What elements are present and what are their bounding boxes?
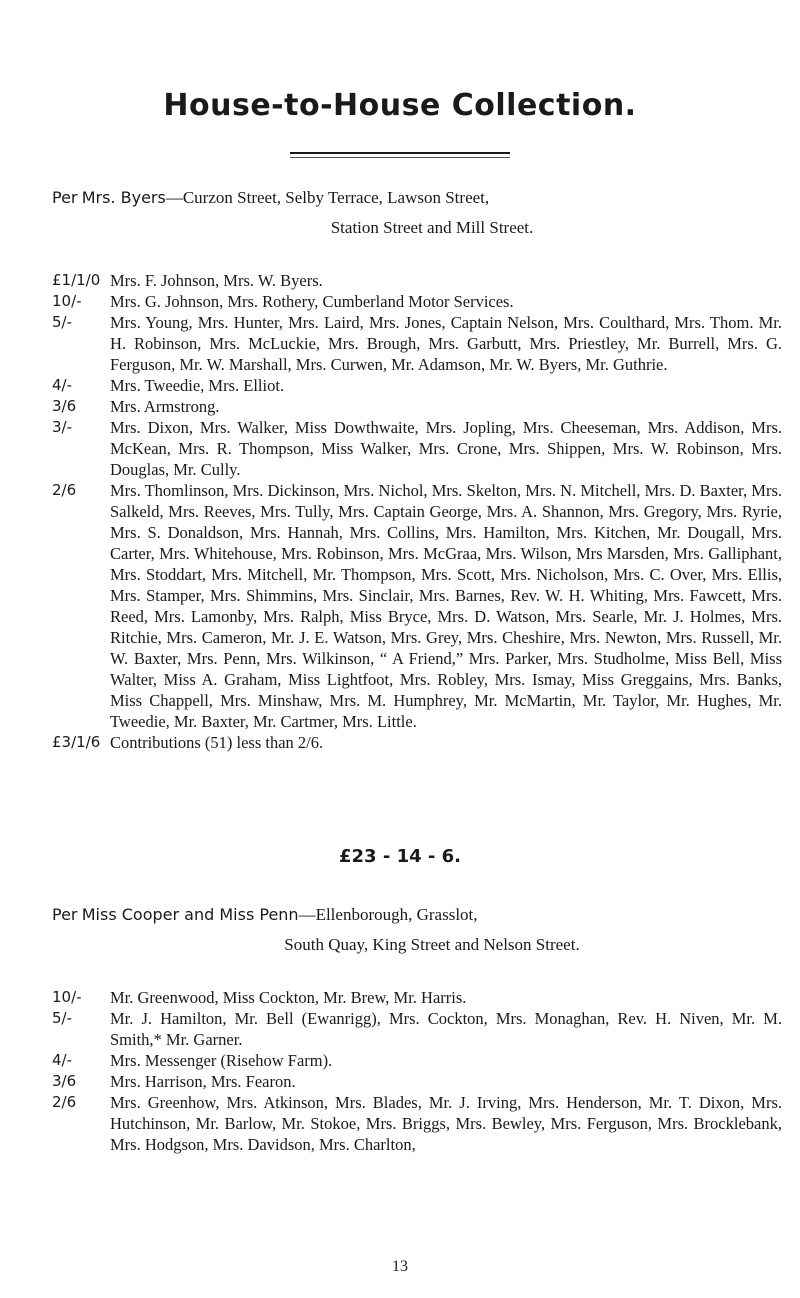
- entry-names: Mrs. Dixon, Mrs. Walker, Miss Dowthwaite, Mrs. Jopling, Mrs. Cheeseman, Mrs. Addison, Mrs. McKean, Mrs. R. Thompson, Miss Walker, Mrs. Crone, Mrs. Shippen, Mrs. W. Robinson, Mrs. Douglas, Mr. Cully.: [110, 418, 782, 479]
- section-1-heading: [52, 183, 772, 243]
- entry-amount: 3/6: [52, 1072, 77, 1090]
- entry-row: [52, 312, 782, 375]
- section-1-total: £23 - 14 - 6.: [339, 846, 461, 867]
- page-title: House-to-House Collection.: [163, 88, 637, 123]
- entry-names: Mrs. Armstrong.: [110, 397, 220, 416]
- entry-row: [52, 396, 782, 417]
- entry-names: Mr. Greenwood, Miss Cockton, Mr. Brew, Mr. Harris.: [110, 988, 467, 1007]
- entry-row: [52, 1071, 782, 1092]
- entry-names: Mrs. Messenger (Risehow Farm).: [110, 1051, 333, 1070]
- entry-row: [52, 291, 782, 312]
- entry-amount: 5/-: [52, 1009, 73, 1027]
- entry-amount: 10/-: [52, 292, 82, 310]
- entry-row: [52, 417, 782, 480]
- collection-areas: —Ellenborough, Grasslot,: [298, 905, 478, 924]
- entry-names: Mrs. Young, Mrs. Hunter, Mrs. Laird, Mrs. Jones, Captain Nelson, Mrs. Coulthard, Mrs. Thom. Mr. H. Robinson, Mrs. McLuckie, Mrs. Brough, Mrs. Garbutt, Mrs. Priestley, Mr. Burrell, Mrs. G. Ferguson, Mr. W. Marshall, Mrs. Curwen, Mr. Adamson, Mr. W. Byers, Mr. Guthrie.: [110, 313, 782, 374]
- entry-amount: 4/-: [52, 376, 73, 394]
- entry-row: [52, 987, 782, 1008]
- section-2-heading: [52, 900, 772, 960]
- entry-names: Mrs. Thomlinson, Mrs. Dickinson, Mrs. Nichol, Mrs. Skelton, Mrs. N. Mitchell, Mrs. D. Baxter, Mrs. Salkeld, Mrs. Reeves, Mrs. Tully, Mrs. Captain George, Mrs. A. Shannon, Mrs. Gregory, Mrs. Ryrie, Mrs. S. Donaldson, Mrs. Hannah, Mrs. Collins, Mrs. Hamilton, Mrs. Kitchen, Mr. Dougall, Mrs. Carter, Mrs. Whitehouse, Mrs. Robinson, Mrs. McGraa, Mrs. Wilson, Mrs Marsden, Mrs. Galliphant, Mrs. Stoddart, Mrs. Mitchell, Mr. Thompson, Mrs. Scott, Mrs. Nicholson, Mrs. C. Over, Mrs. Ellis, Mrs. Stamper, Mrs. Shimmins, Mrs. Sinclair, Mrs. Barnes, Rev. W. H. Whiting, Mrs. Fawcett, Mrs. Reed, Mrs. Lamonby, Mrs. Ralph, Miss Bryce, Mrs. D. Watson, Mrs. Searle, Mr. J. Holmes, Mrs. Ritchie, Mrs. Cameron, Mr. J. E. Watson, Mrs. Grey, Mrs. Cheshire, Mrs. Newton, Mrs. Russell, Mr. W. Baxter, Mrs. Penn, Mrs. Wilkinson, “ A Friend,” Mrs. Parker, Mrs. Studholme, Miss Bell, Miss Walter, Miss A. Graham, Miss Lightfoot, Mrs. Robley, Mrs. Ismay, Miss Greggains, Mrs. Banks, Miss Chappell, Mrs. Minshaw, Mrs. M. Humphrey, Mr. McMartin, Mr. Taylor, Mr. Hughes, Mr. Tweedie, Mr. Baxter, Mr. Cartmer, Mrs. Little.: [110, 481, 782, 731]
- title-rule: [290, 152, 510, 154]
- entry-row: [52, 1008, 782, 1050]
- entry-amount: 3/6: [52, 397, 77, 415]
- page-number: 13: [392, 1258, 408, 1275]
- entry-amount: 3/-: [52, 418, 73, 436]
- entry-row: [52, 1050, 782, 1071]
- collector-names: Miss Cooper and Miss Penn: [81, 905, 299, 924]
- entry-names: Contributions (51) less than 2/6.: [110, 733, 324, 752]
- entry-amount: £1/1/0: [52, 271, 101, 289]
- collection-areas: —Curzon Street, Selby Terrace, Lawson Street,: [165, 188, 490, 207]
- section-1-entries: [52, 270, 782, 753]
- entry-row: [52, 732, 782, 753]
- entry-amount: 5/-: [52, 313, 73, 331]
- entry-names: Mrs. F. Johnson, Mrs. W. Byers.: [110, 271, 323, 290]
- per-label: Per: [52, 905, 78, 924]
- entry-amount: 2/6: [52, 481, 77, 499]
- entry-row: [52, 270, 782, 291]
- entry-amount: 2/6: [52, 1093, 77, 1111]
- collector-names: Mrs. Byers: [81, 188, 166, 207]
- entry-amount: 4/-: [52, 1051, 73, 1069]
- entry-row: [52, 1092, 782, 1155]
- entry-names: Mr. J. Hamilton, Mr. Bell (Ewanrigg), Mrs. Cockton, Mrs. Monaghan, Rev. H. Niven, Mr. M. Smith,* Mr. Garner.: [110, 1009, 782, 1049]
- title-rule-thin: [290, 157, 510, 158]
- collection-areas-continued: Station Street and Mill Street.: [330, 218, 534, 237]
- section-2-entries: [52, 987, 782, 1155]
- entry-names: Mrs. Harrison, Mrs. Fearon.: [110, 1072, 296, 1091]
- entry-amount: £3/1/6: [52, 733, 101, 751]
- entry-row: [52, 480, 782, 732]
- collection-areas-continued: South Quay, King Street and Nelson Street.: [284, 935, 580, 954]
- entry-row: [52, 375, 782, 396]
- entry-amount: 10/-: [52, 988, 82, 1006]
- entry-names: Mrs. Greenhow, Mrs. Atkinson, Mrs. Blades, Mr. J. Irving, Mrs. Henderson, Mr. T. Dixon, Mrs. Hutchinson, Mr. Barlow, Mr. Stokoe, Mrs. Briggs, Mrs. Bewley, Mrs. Ferguson, Mrs. Brocklebank, Mrs. Hodgson, Mrs. Davidson, Mrs. Charlton,: [110, 1093, 782, 1154]
- entry-names: Mrs. G. Johnson, Mrs. Rothery, Cumberland Motor Services.: [110, 292, 514, 311]
- entry-names: Mrs. Tweedie, Mrs. Elliot.: [110, 376, 285, 395]
- per-label: Per: [52, 188, 78, 207]
